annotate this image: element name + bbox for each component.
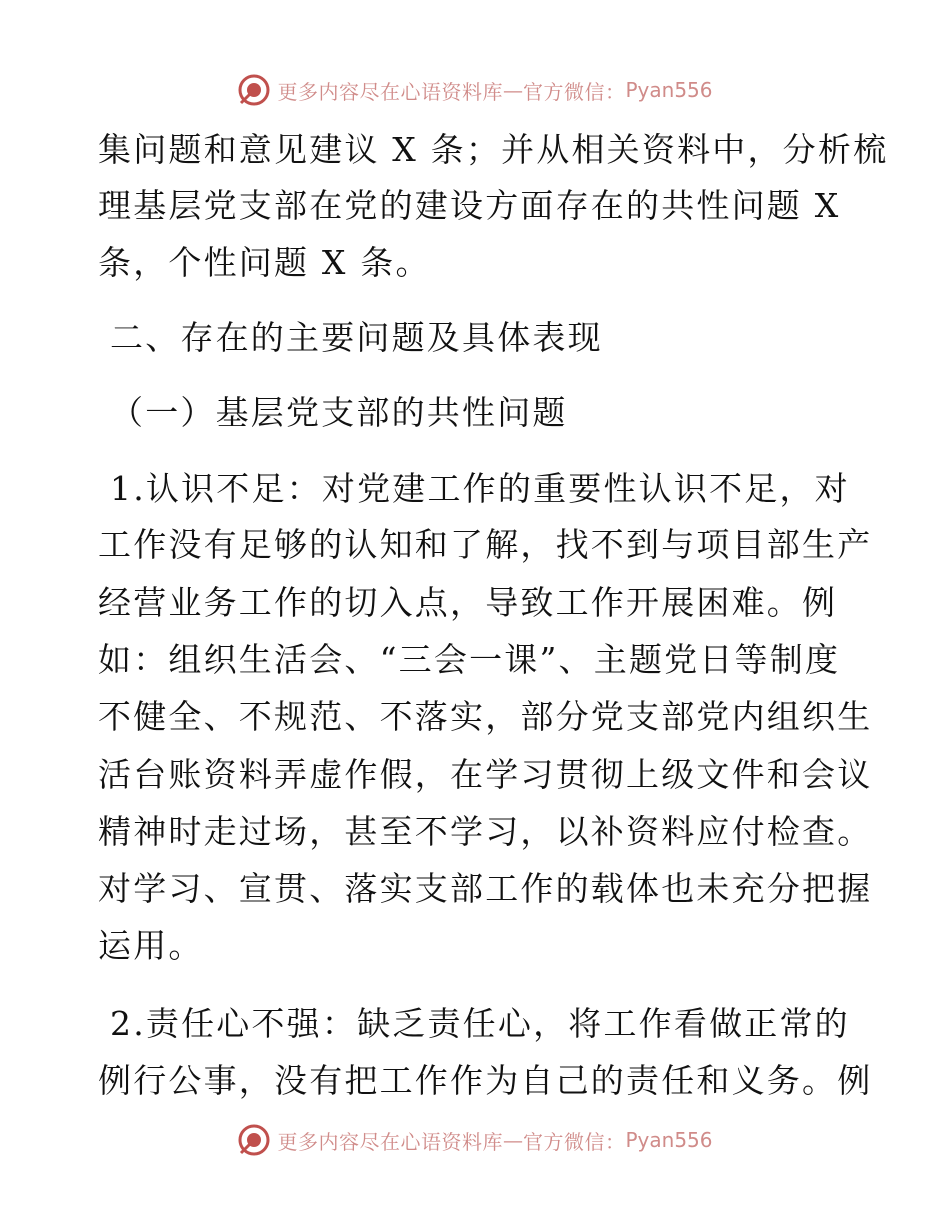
body-line: 运用。 [98, 926, 204, 965]
banner-dash: — [502, 78, 523, 102]
logo-icon [237, 1123, 271, 1157]
subsection-heading: （一）基层党支部的共性问题 [110, 393, 568, 432]
banner-id: Pyan556 [625, 1128, 713, 1152]
section-heading: 二、存在的主要问题及具体表现 [110, 318, 603, 357]
banner-text: 更多内容尽在心语资料库 [277, 79, 503, 104]
body-line: 对学习、宣贯、落实支部工作的载体也未充分把握 [98, 869, 873, 908]
body-line: 条，个性问题 X 条。 [98, 243, 431, 282]
header-banner [0, 70, 950, 110]
body-line: 理基层党支部在党的建设方面存在的共性问题 X [98, 186, 841, 225]
banner-label: 官方微信： [522, 1129, 626, 1154]
banner-dash: — [502, 1128, 523, 1152]
body-line: 集问题和意见建议 X 条；并从相关资料中，分析梳 [98, 130, 889, 169]
body-line: 2.责任心不强：缺乏责任心，将工作看做正常的 [110, 1004, 850, 1043]
banner-text: 更多内容尽在心语资料库 [277, 1129, 503, 1154]
banner-id: Pyan556 [625, 78, 713, 102]
body-line: 如：组织生活会、“三会一课”、主题党日等制度 [98, 640, 841, 679]
logo-icon [237, 73, 271, 107]
body-line: 例行公事，没有把工作作为自己的责任和义务。例 [98, 1061, 873, 1100]
banner-label: 官方微信： [522, 79, 626, 104]
footer-banner [0, 1120, 950, 1160]
body-line: 精神时走过场，甚至不学习，以补资料应付检查。 [98, 812, 873, 851]
body-line: 不健全、不规范、不落实，部分党支部党内组织生 [98, 697, 873, 736]
body-line: 活台账资料弄虚作假，在学习贯彻上级文件和会议 [98, 755, 873, 794]
body-line: 1.认识不足：对党建工作的重要性认识不足，对 [110, 469, 850, 508]
body-line: 工作没有足够的认知和了解，找不到与项目部生产 [98, 525, 873, 564]
body-line: 经营业务工作的切入点，导致工作开展困难。例 [98, 583, 838, 622]
